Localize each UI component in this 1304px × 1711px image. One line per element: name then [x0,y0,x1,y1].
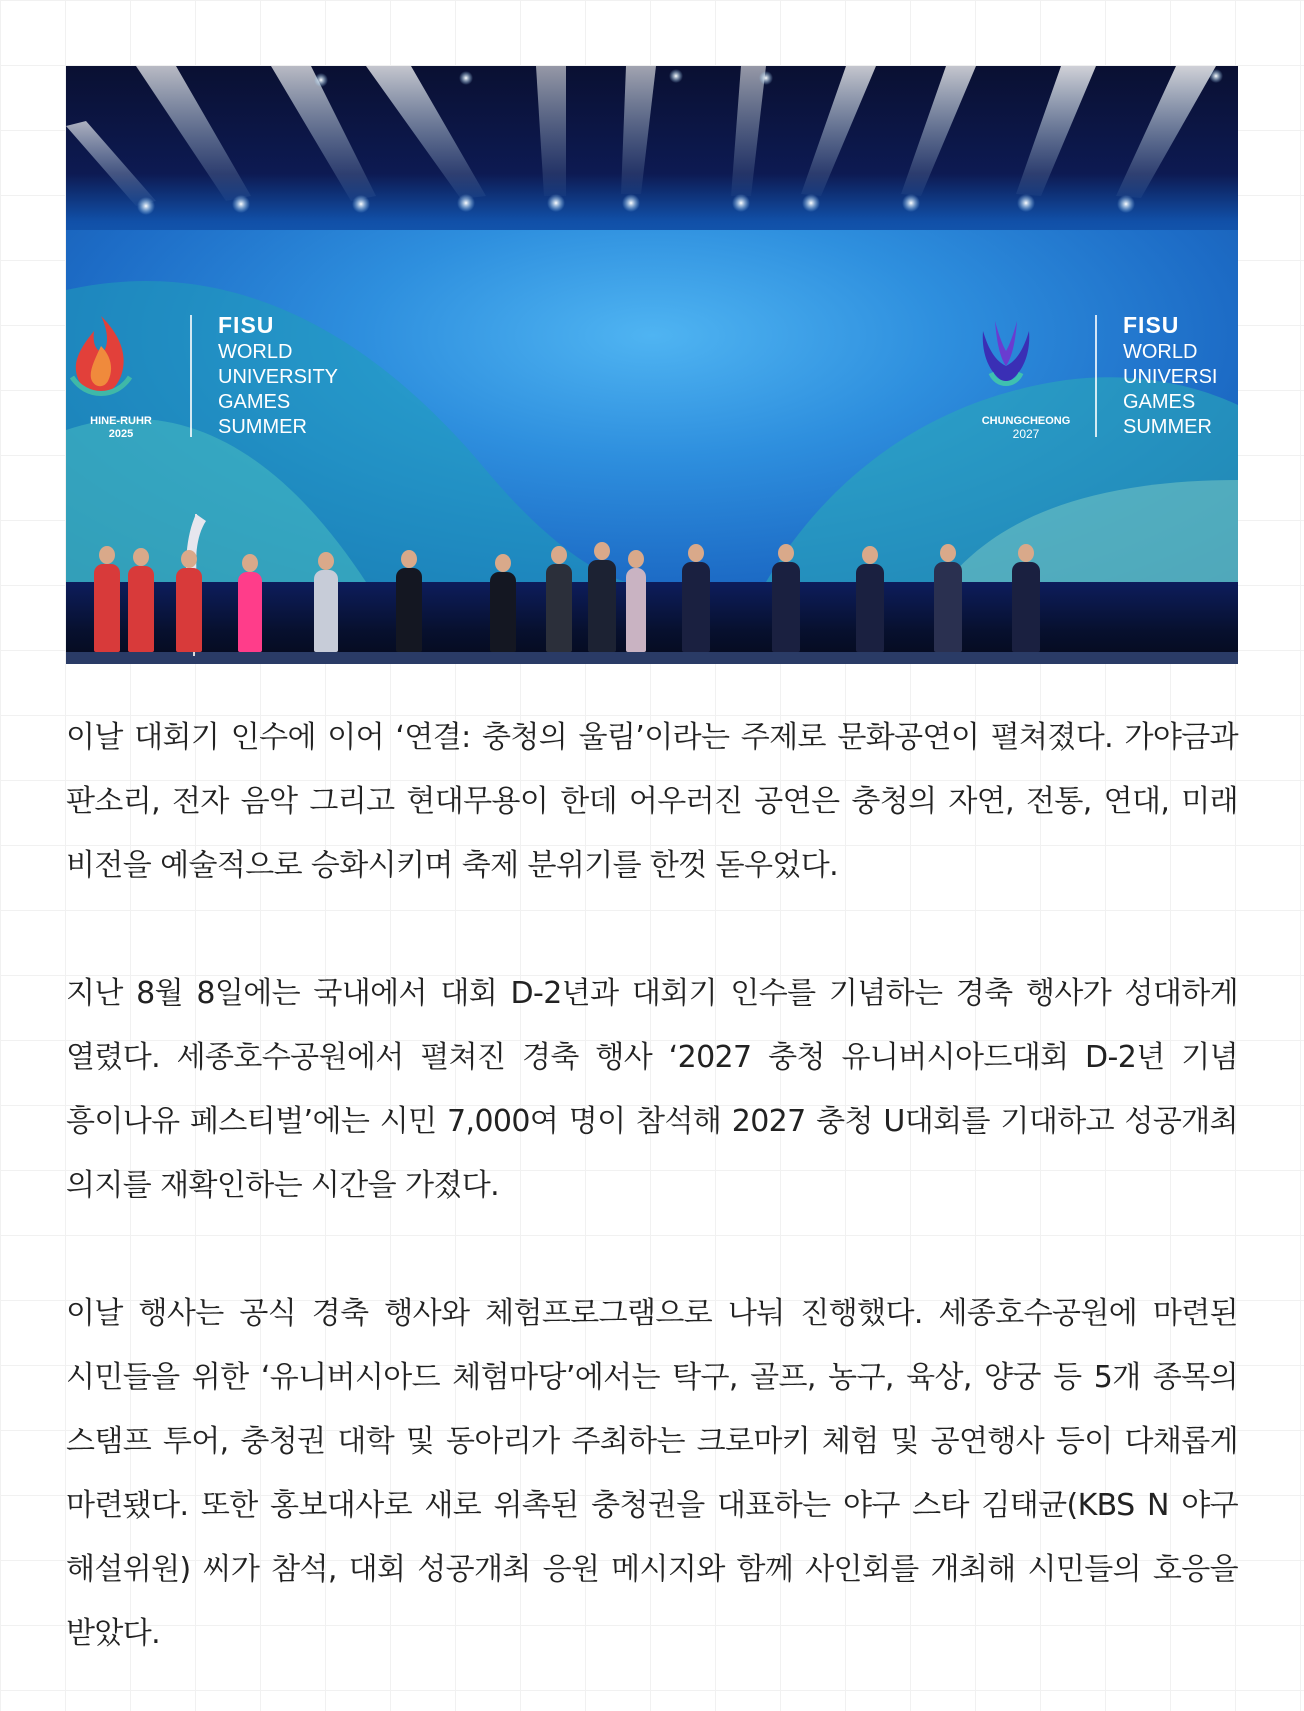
person [128,566,154,652]
fisu-line-summer: SUMMER [1123,415,1212,438]
fisu-line-world: WORLD [1123,340,1198,363]
paragraph-3: 이날 행사는 공식 경축 행사와 체험프로그램으로 나눠 진행했다. 세종호수공원에 마련된 시민들을 위한 ‘유니버시아드 체험마당’에서는 탁구, 골프, 농구, 육상, 양궁 등 5개 종목의 스탬프 투어, 충청권 대학 및 동아리가 주최하는 크로마키 체험 및 공연행사 등이 다채롭게 마련됐다. 또한 홍보대사로 새로 위촉된 충청권을 대표하는 야구 스타 김태균(KBS N 야구 해설위원) 씨가 참석, 대회 성공개최 응원 메시지와 함께 사인회를 개최해 시민들의 호응을 받았다. [66,1296,1238,1651]
article [66,66,1238,1666]
person [396,568,422,652]
paragraph-1: 이날 대회기 인수에 이어 ‘연결: 충청의 울림’이라는 주제로 문화공연이 펼쳐졌다. 가야금과 판소리, 전자 음악 그리고 현대무용이 한데 어우러진 공연은 충청의 자연, 전통, 연대, 미래 비전을 예술적으로 승화시키며 축제 분위기를 한껏 돋우었다. [66,720,1238,883]
person [490,572,516,652]
person [856,564,884,652]
fisu-line-university: UNIVERSITY [218,365,339,388]
person [588,560,616,652]
person [682,562,710,652]
person [94,564,120,652]
emblem-name: HINE-RUHR [90,415,152,427]
fisu-label: FISU [218,311,275,338]
fisu-line-games: GAMES [218,390,291,413]
person [238,572,262,652]
ceremony-stage-photo [66,66,1238,664]
person [772,562,800,652]
fisu-line-world: WORLD [218,340,293,363]
paragraph-2: 지난 8월 8일에는 국내에서 대회 D-2년과 대회기 인수를 기념하는 경축 행사가 성대하게 열렸다. 세종호수공원에서 펼쳐진 경축 행사 ‘2027 충청 유니버시아드대회 D-2년 기념 흥이나유 페스티벌’에는 시민 7,000여 명이 참석해 2027 충청 U대회를 기대하고 성공개최 의지를 재확인하는 시간을 가졌다. [66,976,1238,1203]
person [626,568,646,652]
fisu-line-university: UNIVERSI [1123,365,1218,388]
person [1012,562,1040,652]
emblem-name: CHUNGCHEONG [981,415,1071,427]
person [546,564,572,652]
person [314,570,338,652]
fisu-line-games: GAMES [1123,390,1196,413]
fisu-label: FISU [1123,311,1180,338]
person [934,562,962,652]
emblem-year: 2025 [108,428,134,440]
emblem-year: 2027 [1012,427,1040,441]
person [176,568,202,652]
fisu-line-summer: SUMMER [218,415,307,438]
article-body [66,706,1238,1666]
